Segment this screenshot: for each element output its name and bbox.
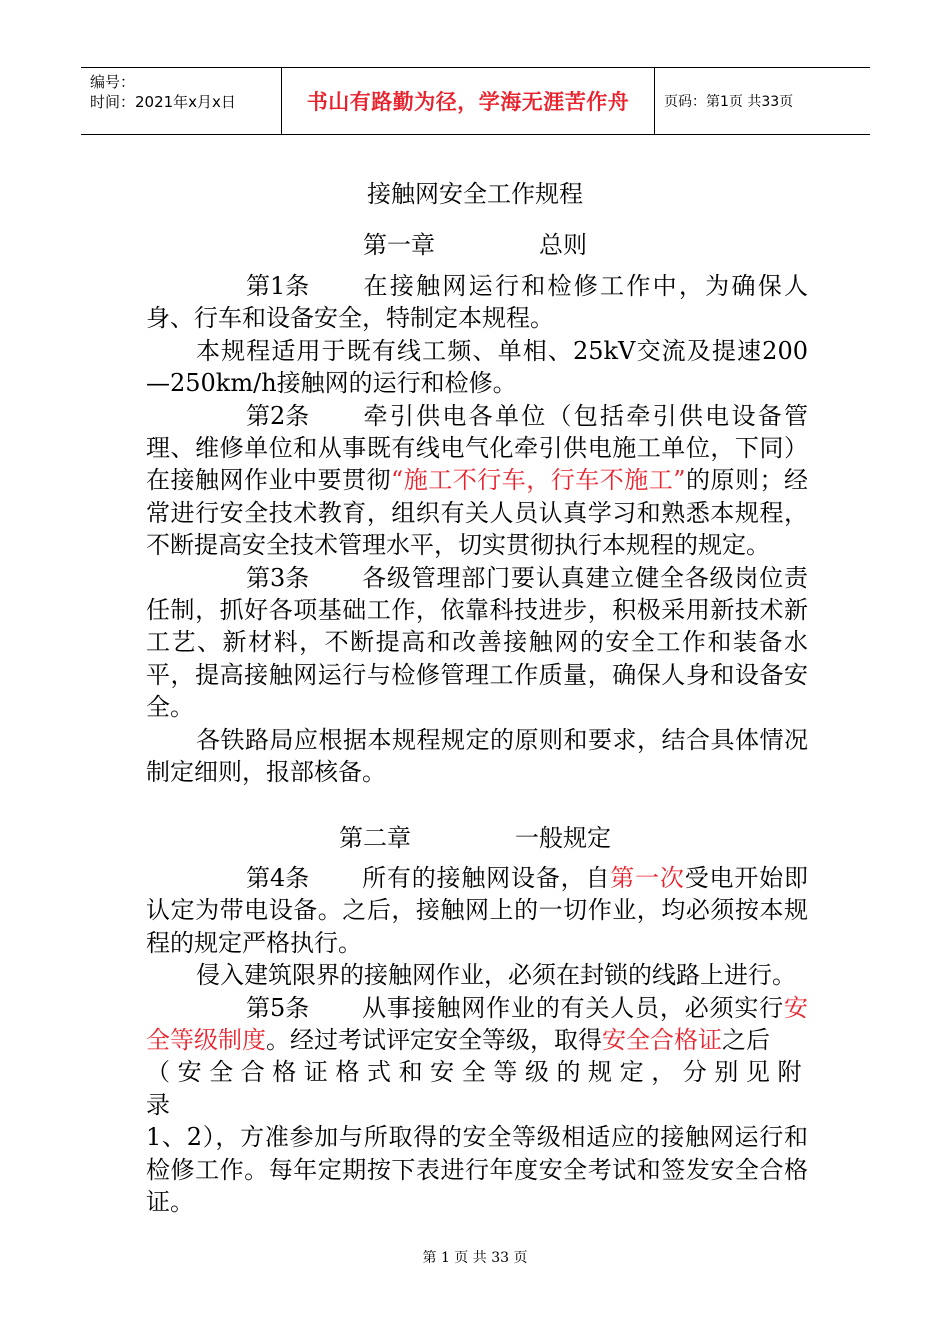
article-label: 第5条 (246, 993, 310, 1022)
header-slogan: 书山有路勤为径，学海无涯苦作舟 (282, 68, 655, 134)
article-text: 1、2），方准参加与所取得的安全等级相适应的接触网运行和检修工作。每年定期按下表进行年度安全考试和签发安全合格证。 (146, 1123, 808, 1217)
highlight-text: 第一次 (610, 864, 685, 892)
article-4-para-2: 侵入建筑限界的接触网作业，必须在封锁的线路上进行。 (196, 961, 796, 990)
article-text: 。经过考试评定安全等级，取得 (266, 1026, 602, 1055)
article-text: 所有的接触网设备，自 (361, 864, 611, 892)
chapter1-body (146, 270, 808, 789)
article-text: 的原则；经常进行安全技术教育，组织有关人员认真学习和熟悉本规程，不断提高安全技术管理水平，切实贯彻执行本规程的规定。 (146, 466, 809, 560)
chapter-name: 一般规定 (515, 824, 611, 852)
article-text: 之后 (722, 1026, 770, 1055)
article-label: 第3条 (246, 563, 310, 592)
chapter-number: 第一章 (363, 231, 435, 259)
article-3 (146, 562, 808, 724)
document-title: 接触网安全工作规程 (367, 180, 583, 208)
article-1-para-2: 本规程适用于既有线工频、单相、25kV交流及提速200—250km/h接触网的运行和检修。 (146, 336, 808, 398)
article-label: 第4条 (246, 864, 310, 892)
chapter-heading-2 (0, 820, 950, 856)
highlight-text: 安全等级制度 (146, 993, 808, 1055)
time-label: 时间：2021年x月x日 (90, 93, 236, 111)
number-label: 编号： (90, 73, 136, 91)
article-1 (146, 270, 808, 335)
article-label: 第1条 (246, 272, 310, 300)
article-label: 第2条 (246, 401, 310, 430)
chapter-number: 第二章 (339, 824, 411, 852)
article-2 (146, 400, 808, 562)
article-text: 从事接触网作业的有关人员，必须实行 (361, 993, 784, 1022)
chapter-name: 总则 (539, 231, 587, 259)
article-4 (146, 862, 808, 959)
header-page-info: 页码：第1页 共33页 (664, 94, 794, 110)
header-meta (81, 68, 282, 134)
article-3-para-2: 各铁路局应根据本规程规定的原则和要求，结合具体情况制定细则，报部核备。 (146, 725, 808, 787)
page-footer: 第 1 页 共 33 页 (422, 1250, 528, 1266)
header-table (81, 67, 870, 135)
chapter2-body (146, 862, 808, 1218)
article-text: 受电开始即认定为带电设备。之后，接触网上的一切作业，均必须按本规程的规定严格执行。 (146, 864, 809, 957)
article-5 (146, 992, 808, 1219)
article-text: 在接触网运行和检修工作中，为确保人身、行车和设备安全，特制定本规程。 (146, 272, 808, 333)
article-text: （安全合格证格式和安全等级的规定，分别见附录 (146, 1058, 808, 1119)
chapter-heading-1 (0, 227, 950, 263)
article-text: 牵引供电各单位（包括牵引供电设备管理、维修单位和从事既有线电气化牵引供电施工单位，下同）在接触网作业中要贯彻 (146, 401, 808, 495)
highlight-text: “施工不行车，行车不施工” (390, 466, 686, 495)
article-text: 各级管理部门要认真建立健全各级岗位责任制，抓好各项基础工作，依靠科技进步，积极采用新技术新工艺、新材料，不断提高和改善接触网的安全工作和装备水平，提高接触网运行与检修管理工作质量，确保人身和设备安全。 (146, 563, 808, 722)
highlight-text: 安全合格证 (602, 1026, 722, 1055)
